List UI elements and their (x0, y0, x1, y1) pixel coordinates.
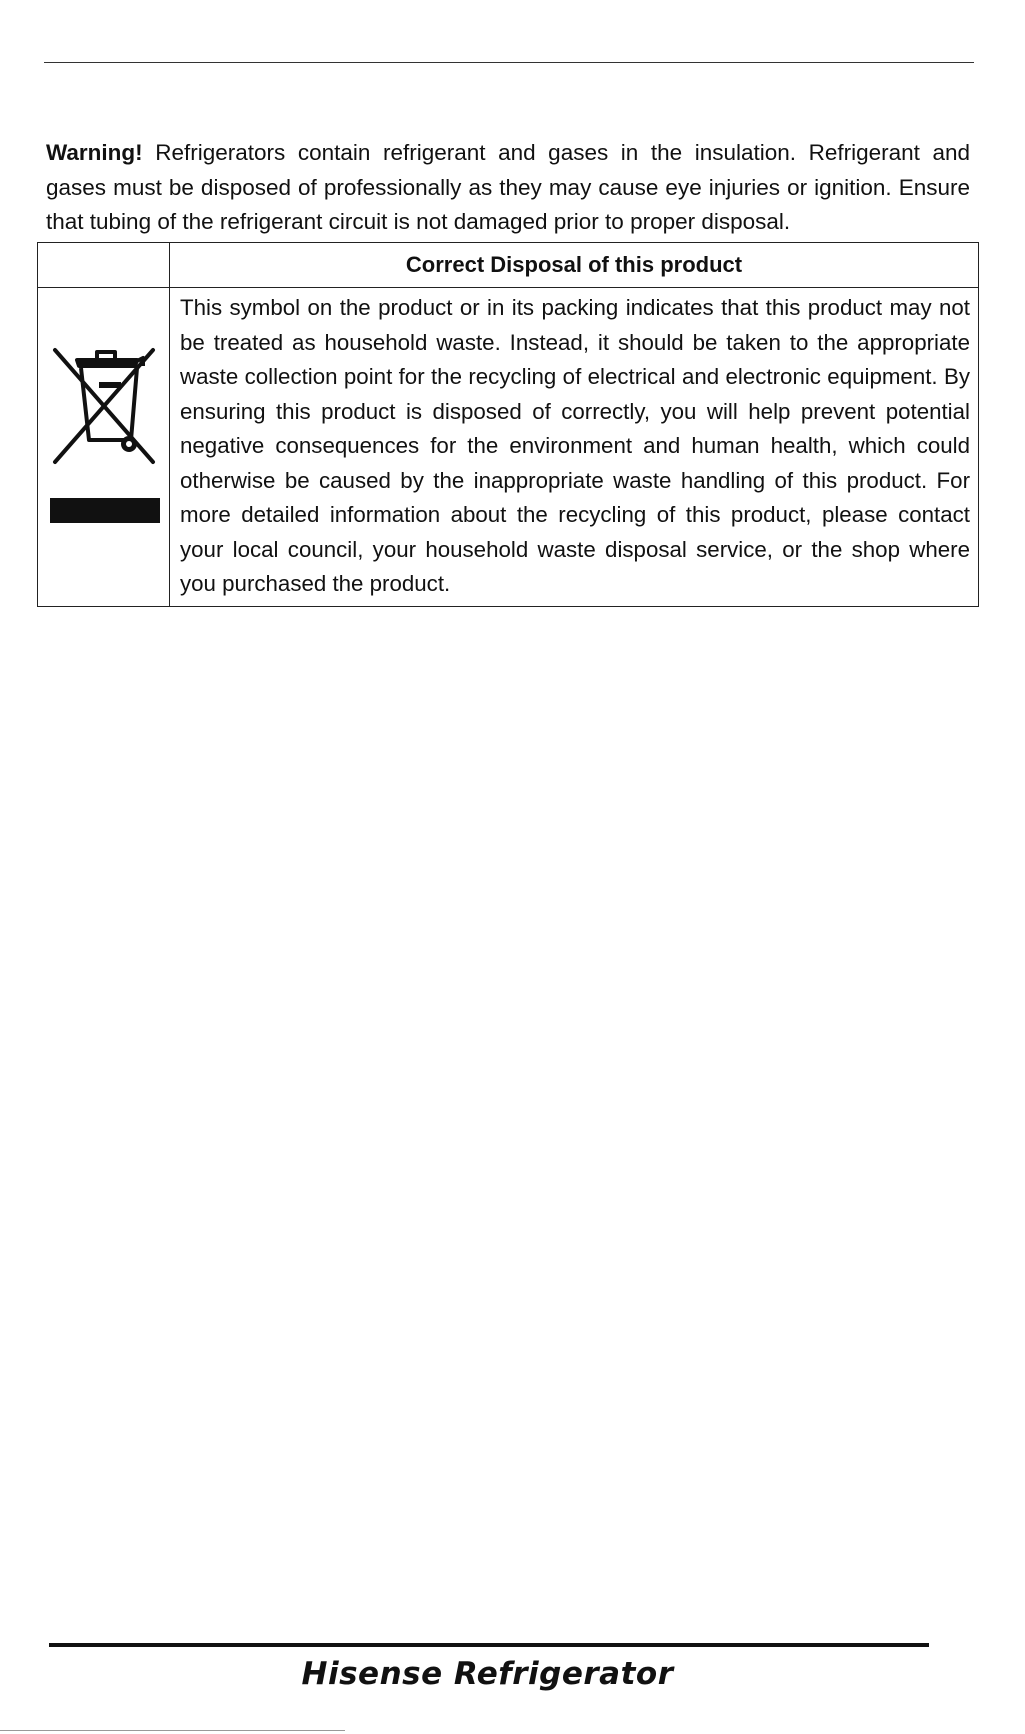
empty-header-cell (38, 243, 170, 288)
disposal-header-row (38, 243, 979, 288)
footer-rule (49, 1643, 929, 1647)
symbol-cell (38, 288, 170, 607)
warning-paragraph (46, 136, 970, 240)
disposal-body-text: This symbol on the product or in its packing indicates that this product may not be treated as household waste. Instead, it should be taken to the appropriate waste collection point for the recycling of electrical and electronic equipment. By ensuring this product is disposed of correctly, you will help prevent potential negative consequences for the environment and human health, which could otherwise be caused by the inappropriate waste handling of this product. For more detailed information about the recycling of this product, please contact your local council, your household waste disposal service, or the shop where you purchased the product. (170, 288, 979, 607)
brand-footer: Hisense Refrigerator (301, 1656, 674, 1692)
page-edge-line (0, 1730, 345, 1731)
warning-label: Warning! (46, 140, 143, 165)
disposal-body-row (38, 288, 979, 607)
crossed-out-wheelie-bin-icon (47, 340, 161, 470)
weee-underline-bar (50, 498, 160, 523)
header-rule (44, 62, 974, 63)
disposal-table (37, 242, 979, 607)
warning-text: Refrigerators contain refrigerant and gases in the insulation. Refrigerant and gases must be disposed of professionally as they may cause eye injuries or ignition. Ensure that tubing of the refrigerant circuit is not damaged prior to proper disposal. (46, 140, 970, 234)
disposal-heading: Correct Disposal of this product (170, 243, 979, 288)
